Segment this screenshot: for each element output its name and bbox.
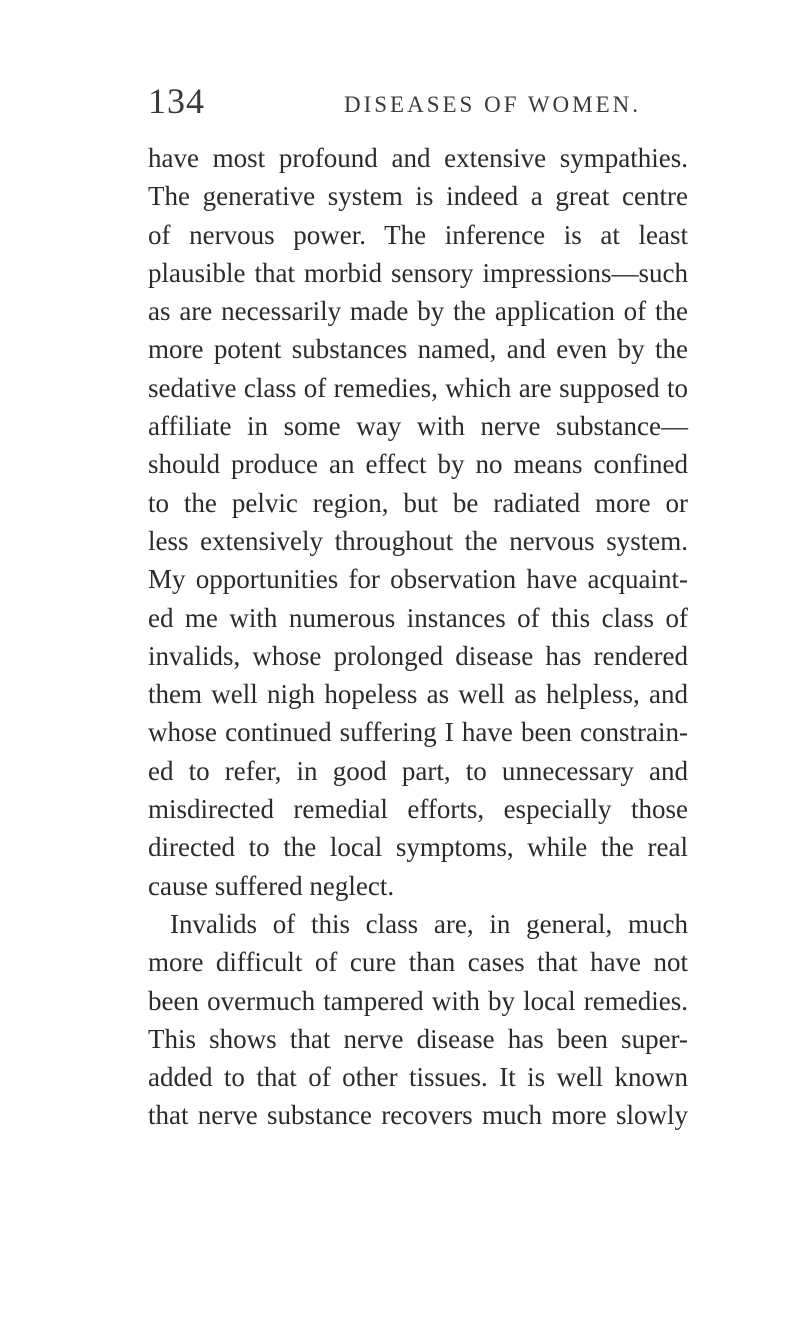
text-line: have most profound and extensive sympathies. <box>148 143 688 173</box>
text-line: sedative class of remedies, which are supposed to <box>148 372 688 403</box>
text-line: more potent substances named, and even by the <box>148 334 688 365</box>
text-line: been overmuch tampered with by local remedies. <box>148 985 688 1016</box>
page-number: 134 <box>148 81 205 121</box>
text-line: ed to refer, in good part, to unnecessary and <box>148 755 688 786</box>
text-line: The generative system is indeed a great centre <box>148 181 688 212</box>
text-line: of nervous power. The inference is at least <box>148 219 688 250</box>
text-line: as are necessarily made by the application of the <box>148 296 688 327</box>
running-head: DISEASES OF WOMEN. <box>344 92 642 117</box>
text-line: misdirected remedial efforts, especially those <box>148 794 688 825</box>
text-line: more difficult of cure than cases that have not <box>148 947 688 978</box>
body-text <box>148 139 688 1135</box>
text-line: that nerve substance recovers much more slowly <box>148 1100 688 1131</box>
text-line: less extensively throughout the nervous system. <box>148 525 688 556</box>
text-line: This shows that nerve disease has been super- <box>148 1023 688 1054</box>
text-line: should produce an effect by no means confined <box>148 449 688 480</box>
text-line: to the pelvic region, but be radiated more or <box>148 487 688 518</box>
text-line: ed me with numerous instances of this class of <box>148 602 688 633</box>
text-line: directed to the local symptoms, while the real <box>148 832 688 863</box>
text-line: them well nigh hopeless as well as helpless, and <box>148 679 688 710</box>
text-line: added to that of other tissues. It is well known <box>148 1062 688 1093</box>
text-line: Invalids of this class are, in general, much <box>170 908 688 939</box>
page-header <box>148 80 708 130</box>
text-line: My opportunities for observation have acquaint- <box>148 564 688 595</box>
text-line: whose continued suffering I have been constrain- <box>148 717 688 748</box>
text-line: cause suffered neglect. <box>148 870 395 901</box>
text-line: plausible that morbid sensory impressions—such <box>148 257 688 288</box>
text-line: affiliate in some way with nerve substance— <box>148 411 688 442</box>
text-line: invalids, whose prolonged disease has rendered <box>148 640 688 671</box>
